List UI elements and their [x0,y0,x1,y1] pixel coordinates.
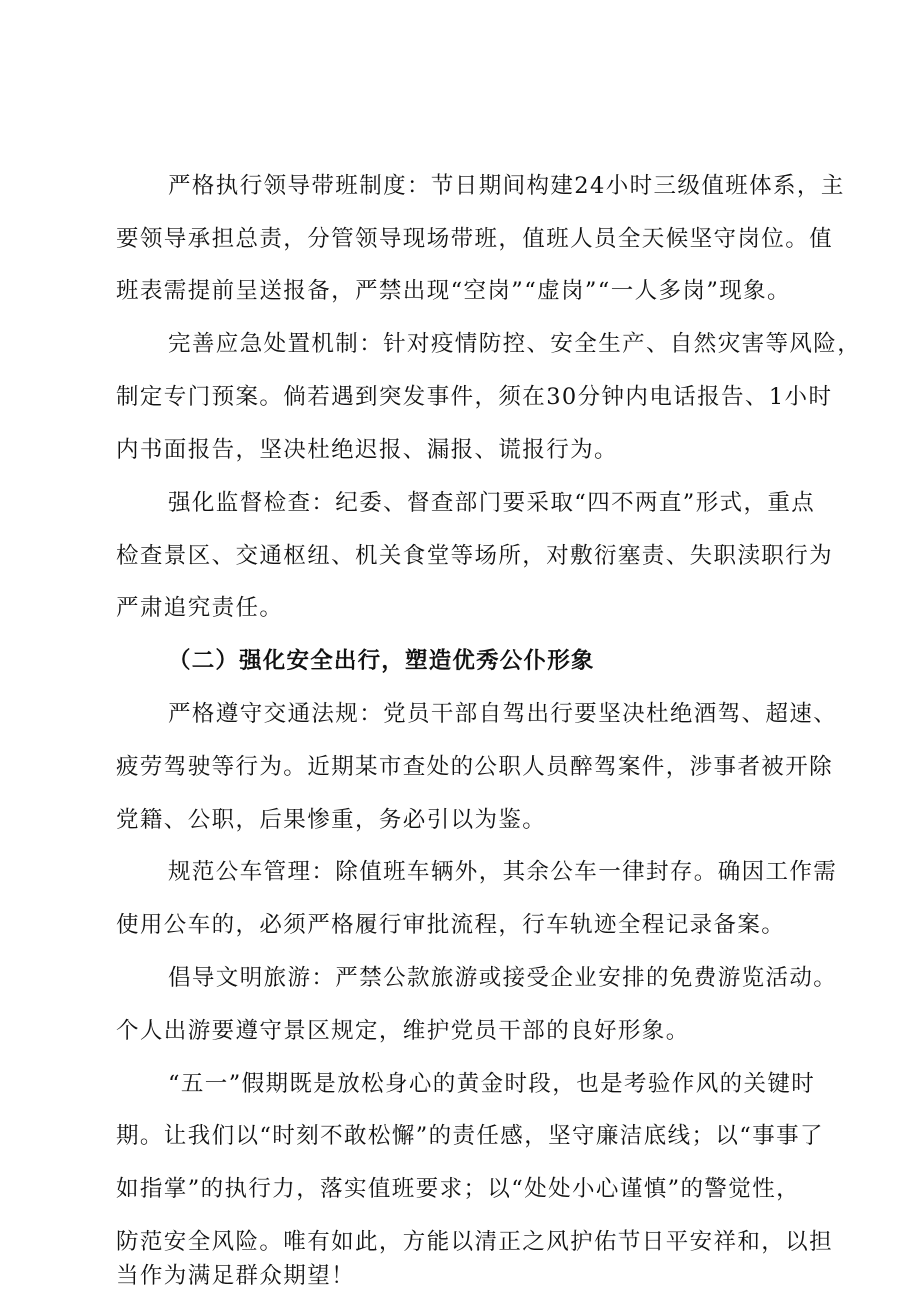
paragraph-6-line-1: 规范公车管理：除值班车辆外，其余公车一律封存。确因工作需 [168,859,838,885]
paragraph-8-line-1: “五一”假期既是放松身心的黄金时段，也是考验作风的关键时 [168,1071,816,1097]
paragraph-8-line-5: 当作为满足群众期望！ [116,1263,356,1289]
paragraph-1-line-2: 要领导承担总责，分管领导现场带班，值班人员全天候坚守岗位。值 [116,226,834,252]
paragraph-2-line-1: 完善应急处置机制：针对疫情防控、安全生产、自然灾害等风险， [168,331,862,357]
paragraph-2-line-2: 制定专门预案。倘若遇到突发事件，须在30分钟内电话报告、1小时 [116,384,833,410]
paragraph-8-line-4: 防范安全风险。唯有如此，方能以清正之风护佑节日平安祥和，以担 [116,1229,834,1255]
paragraph-6-line-2: 使用公车的，必须严格履行审批流程，行车轨迹全程记录备案。 [116,912,786,938]
paragraph-3-line-1: 强化监督检查：纪委、督查部门要采取“四不两直”形式，重点 [168,490,816,516]
paragraph-1-line-1: 严格执行领导带班制度：节日期间构建24小时三级值班体系，主 [168,173,845,199]
paragraph-1-line-3: 班表需提前呈送报备，严禁出现“空岗”“虚岗”“一人多岗”现象。 [116,278,791,304]
paragraph-8-line-3: 如指掌”的执行力，落实值班要求；以“处处小心谨慎”的警觉性， [116,1176,801,1202]
paragraph-2-line-3: 内书面报告，坚决杜绝迟报、漏报、谎报行为。 [116,437,618,463]
paragraph-3-line-3: 严肃追究责任。 [116,595,284,621]
paragraph-7-line-2: 个人出游要遵守景区规定，维护党员干部的良好形象。 [116,1018,690,1044]
section-heading: （二）强化安全出行，塑造优秀公仆形象 [168,648,595,674]
paragraph-3-line-2: 检查景区、交通枢纽、机关食堂等场所，对敷衍塞责、失职渎职行为 [116,543,834,569]
paragraph-5-line-2: 疲劳驾驶等行为。近期某市查处的公职人员醉驾案件，涉事者被开除 [116,754,834,780]
paragraph-8-line-2: 期。让我们以“时刻不敢松懈”的责任感，坚守廉洁底线；以“事事了 [116,1123,824,1149]
paragraph-7-line-1: 倡导文明旅游：严禁公款旅游或接受企业安排的免费游览活动。 [168,965,838,991]
paragraph-5-line-3: 党籍、公职，后果惨重，务必引以为鉴。 [116,807,547,833]
paragraph-5-line-1: 严格遵守交通法规：党员干部自驾出行要坚决杜绝酒驾、超速、 [168,701,838,727]
